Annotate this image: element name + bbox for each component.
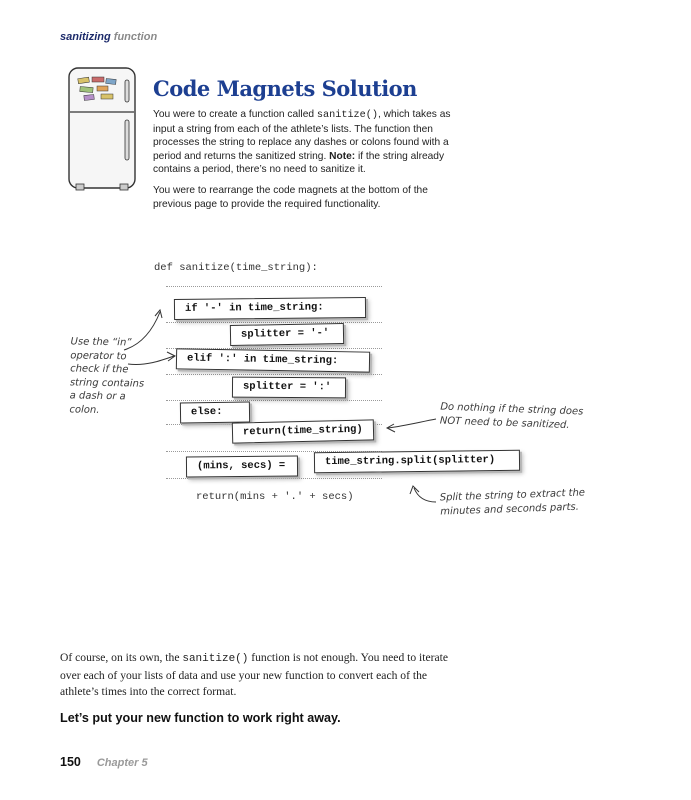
page-number: 150	[60, 755, 81, 769]
intro-paragraph-2: You were to rearrange the code magnets at the bottom of the previous page to provide the required functionality.	[153, 184, 428, 210]
magnet-split-call[interactable]: time_string.split(splitter)	[314, 450, 520, 474]
chapter-label: Chapter 5	[96, 757, 148, 769]
arrow-to-elif-magnet	[128, 356, 174, 364]
intro-text-b: , which takes as input a string from each of the athlete’s lists. The function then processes the string to replace any dashes or colons found with a period and returns the sanitized string.	[153, 109, 451, 162]
intro-note-label: Note:	[329, 150, 356, 162]
body-text-b: function is not enough. You need to iterate over each of your lists of data and use your new function to convert each of the athlete’s times into the correct format.	[60, 651, 449, 698]
arrow-to-if-magnet	[124, 312, 160, 350]
arrow-to-if-magnet-head	[155, 310, 162, 318]
code-def-line: def sanitize(time_string):	[154, 262, 318, 274]
annotation-line: check if the	[70, 363, 129, 376]
intro-code-sanitize: sanitize()	[316, 110, 379, 121]
call-to-action: Let’s put your new function to work right away.	[60, 711, 341, 725]
annotation-line: string contains	[69, 376, 145, 390]
magnet-splitter-dash[interactable]: splitter = '-'	[230, 323, 344, 346]
intro-text-a: You were to create a function called	[153, 109, 317, 120]
magnet-elif-colon[interactable]: elif ':' in time_string:	[176, 348, 370, 372]
magnet-return-time-string[interactable]: return(time_string)	[232, 419, 374, 443]
annotation-line: Use the “in”	[70, 336, 132, 349]
annotation-line: Do nothing if the string does	[440, 401, 584, 418]
running-head-topic: function	[113, 31, 158, 43]
running-head-section: sanitizing	[60, 31, 111, 43]
magnet-splitter-colon[interactable]: splitter = ':'	[232, 377, 346, 399]
code-return-line: return(mins + '.' + secs)	[196, 491, 354, 503]
arrow-to-return-magnet	[388, 419, 436, 428]
page-title: Code Magnets Solution	[153, 76, 417, 101]
annotation-line: Split the string to extract the	[439, 487, 586, 504]
arrow-to-elif-magnet-head	[167, 352, 175, 361]
annotation-line: minutes and seconds parts.	[440, 501, 579, 518]
annotation-line: colon.	[69, 403, 100, 416]
magnet-if-dash[interactable]: if '-' in time_string:	[174, 297, 366, 320]
intro-text-c: if the string already contains a period, there’s no need to sanitize it.	[153, 150, 445, 176]
annotation-line: a dash or a	[69, 390, 126, 403]
body-text-a: Of course, on its own, the	[60, 651, 183, 664]
magnet-else[interactable]: else:	[180, 402, 250, 424]
annotation-line: NOT need to be sanitized.	[439, 415, 570, 431]
body-code-sanitize: sanitize()	[182, 653, 249, 665]
magnet-mins-secs[interactable]: (mins, secs) =	[186, 456, 298, 478]
body-paragraph	[60, 650, 460, 701]
annotation-line: operator to	[70, 349, 127, 362]
page-footer	[60, 755, 148, 769]
